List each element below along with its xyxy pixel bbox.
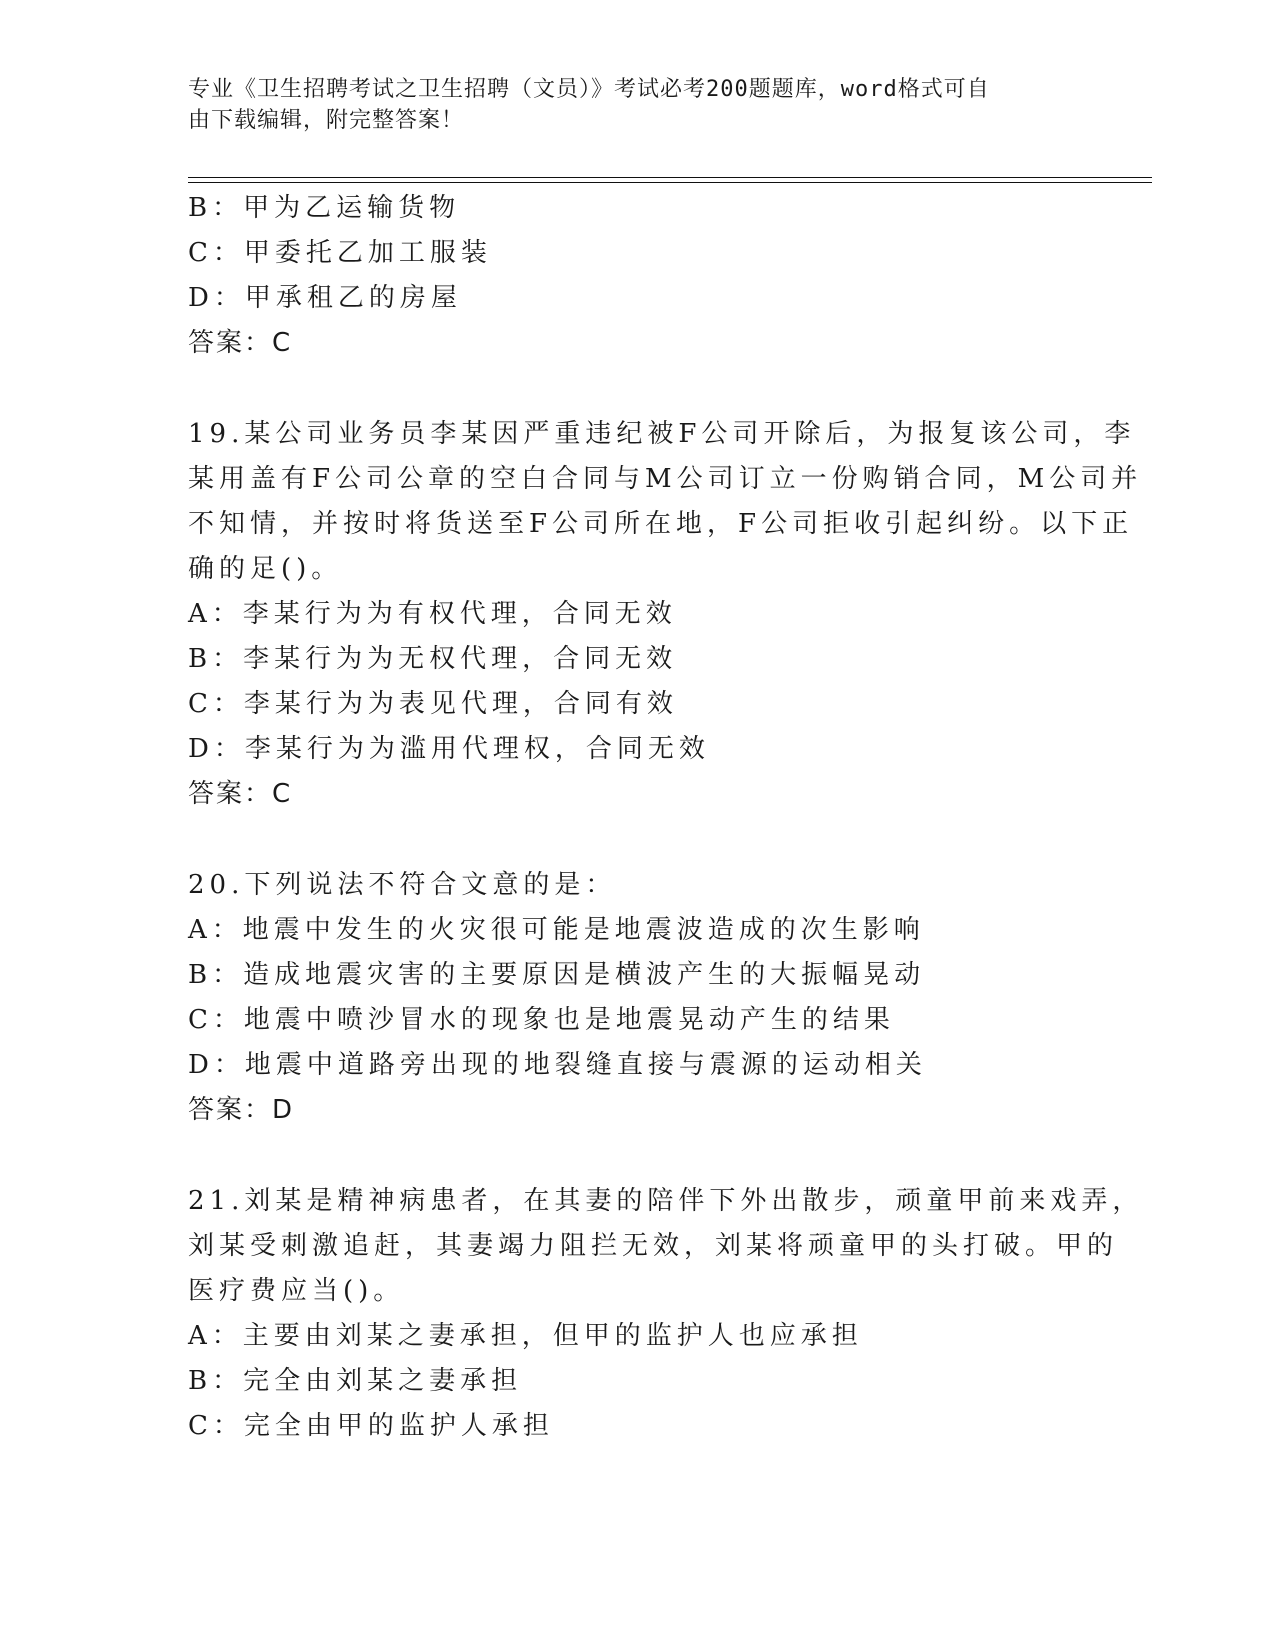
q19-option-b: B：李某行为为无权代理，合同无效 bbox=[188, 644, 678, 674]
q19-option-c: C：李某行为为表见代理，合同有效 bbox=[188, 689, 678, 719]
q20-stem-line-1: 20.下列说法不符合文意的是： bbox=[188, 870, 617, 900]
q20-option-a: A：地震中发生的火灾很可能是地震波造成的次生影响 bbox=[188, 915, 925, 945]
q18-option-c: C：甲委托乙加工服装 bbox=[188, 238, 492, 268]
q21-stem-line-1: 21.刘某是精神病患者，在其妻的陪伴下外出散步，顽童甲前来戏弄， bbox=[188, 1186, 1144, 1216]
q20-option-b: B：造成地震灾害的主要原因是横波产生的大振幅晃动 bbox=[188, 960, 926, 990]
q19-option-d: D：李某行为为滥用代理权，合同无效 bbox=[188, 734, 710, 764]
q20-answer: 答案：D bbox=[188, 1095, 295, 1125]
q18-answer: 答案：C bbox=[188, 328, 293, 358]
q19-stem-line-3: 不知情，并按时将货送至F公司所在地，F公司拒收引起纠纷。以下正 bbox=[188, 509, 1134, 539]
q21-stem-line-2: 刘某受刺激追赶，其妻竭力阻拦无效，刘某将顽童甲的头打破。甲的 bbox=[188, 1231, 1119, 1261]
q20-option-c: C：地震中喷沙冒水的现象也是地震晃动产生的结果 bbox=[188, 1005, 895, 1035]
header-rule-bottom bbox=[188, 182, 1152, 183]
q21-option-c: C：完全由甲的监护人承担 bbox=[188, 1411, 554, 1441]
q19-answer: 答案：C bbox=[188, 779, 293, 809]
q18-option-b: B：甲为乙运输货物 bbox=[188, 193, 461, 223]
q18-option-d: D：甲承租乙的房屋 bbox=[188, 283, 462, 313]
q19-stem-line-1: 19.某公司业务员李某因严重违纪被F公司开除后，为报复该公司，李 bbox=[188, 419, 1136, 449]
q21-stem-line-3: 医疗费应当()。 bbox=[188, 1276, 405, 1306]
q19-stem-line-2: 某用盖有F公司公章的空白合同与M公司订立一份购销合同，M公司并 bbox=[188, 464, 1143, 494]
q20-option-d: D：地震中道路旁出现的地裂缝直接与震源的运动相关 bbox=[188, 1050, 927, 1080]
q19-stem-line-4: 确的足()。 bbox=[188, 554, 343, 584]
header-line-2: 由下载编辑，附完整答案！ bbox=[188, 108, 465, 133]
page-header bbox=[188, 74, 1078, 136]
q19-option-a: A：李某行为为有权代理，合同无效 bbox=[188, 599, 677, 629]
q21-option-b: B：完全由刘某之妻承担 bbox=[188, 1366, 523, 1396]
q21-option-a: A：主要由刘某之妻承担，但甲的监护人也应承担 bbox=[188, 1321, 863, 1351]
header-line-1: 专业《卫生招聘考试之卫生招聘（文员）》考试必考200题题库，word格式可自 bbox=[188, 77, 990, 102]
header-rule-top bbox=[188, 177, 1152, 178]
